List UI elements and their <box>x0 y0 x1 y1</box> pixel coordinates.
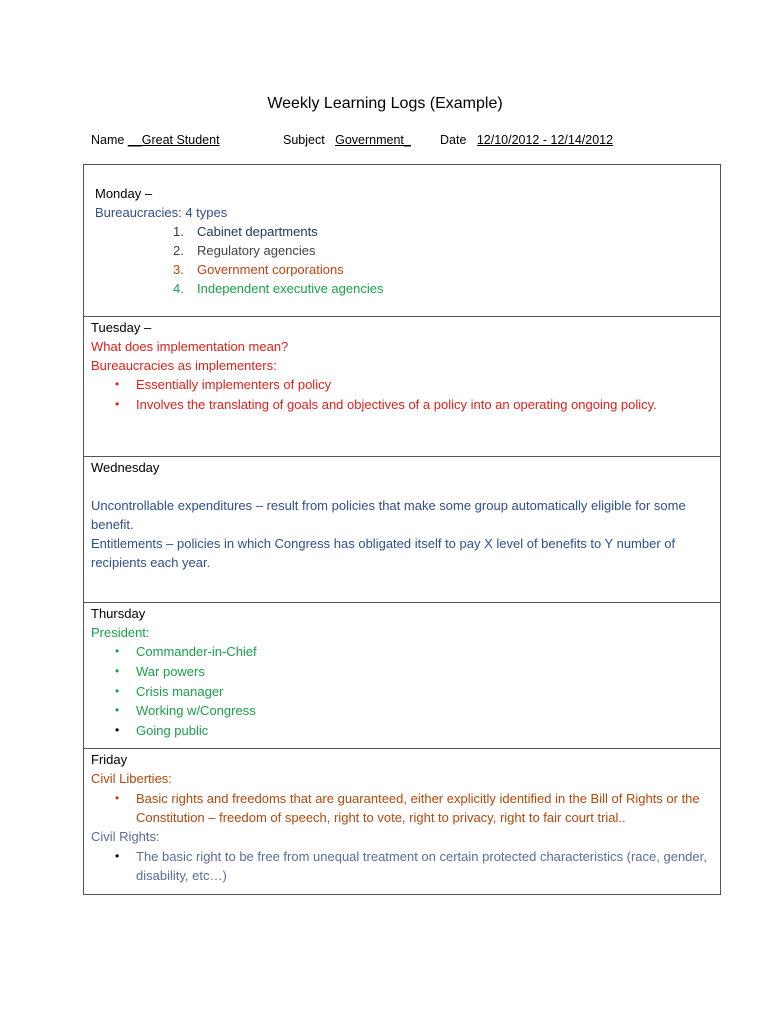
thursday-subheading: President: <box>91 625 150 640</box>
thursday-bullet-text: War powers <box>136 664 205 679</box>
monday-item-text: Cabinet departments <box>197 224 318 239</box>
monday-item-number: 1. <box>173 224 184 239</box>
monday-subheading: Bureaucracies: 4 types <box>95 205 228 220</box>
bullet-icon: • <box>115 644 120 658</box>
thursday-bullet-text: Commander-in-Chief <box>136 644 257 659</box>
bullet-icon: • <box>115 849 120 863</box>
subject-field <box>283 133 411 147</box>
monday-item-number: 2. <box>173 243 184 258</box>
monday-item-number: 4. <box>173 281 184 296</box>
monday-item-text: Government corporations <box>197 262 344 277</box>
page-title: Weekly Learning Logs (Example) <box>267 95 503 112</box>
civil-rights-heading: Civil Rights: <box>91 829 160 844</box>
monday-heading: Monday – <box>95 186 153 201</box>
date-field <box>440 133 613 147</box>
monday-item-text: Independent executive agencies <box>197 281 384 296</box>
wednesday-paragraph: Entitlements – policies in which Congress has obligated itself to pay X level of benefits to Y number of recipients each year. <box>91 536 676 570</box>
tuesday-subheading: Bureaucracies as implementers: <box>91 358 277 373</box>
thursday-heading: Thursday <box>91 606 146 621</box>
date-value: 12/10/2012 - 12/14/2012 <box>476 133 614 147</box>
civil-liberties-text: Basic rights and freedoms that are guaranteed, either explicitly identified in the Bill of Rights or the Constitution – freedom of speech, right to vote, right to privacy, right to fair court trial.. <box>136 791 700 825</box>
subject-value: Government_ <box>335 133 411 147</box>
friday-section <box>83 748 721 895</box>
bullet-icon: • <box>115 723 120 737</box>
thursday-section <box>83 602 721 749</box>
bullet-icon: • <box>115 703 120 717</box>
wednesday-section <box>83 456 721 603</box>
monday-section <box>83 164 721 317</box>
bullet-icon: • <box>115 664 120 678</box>
thursday-bullet-text: Going public <box>136 723 209 738</box>
name-label: Name <box>91 133 125 147</box>
civil-liberties-heading: Civil Liberties: <box>91 771 172 786</box>
bullet-icon: • <box>115 684 120 698</box>
subject-label: Subject <box>283 133 325 147</box>
tuesday-bullet-text: Essentially implementers of policy <box>136 377 332 392</box>
date-label: Date <box>440 133 467 147</box>
thursday-bullet-text: Crisis manager <box>136 684 224 699</box>
bullet-icon: • <box>115 397 120 411</box>
tuesday-bullet-text: Involves the translating of goals and objectives of a policy into an operating ongoing policy. <box>136 397 657 412</box>
bullet-icon: • <box>115 377 120 391</box>
wednesday-paragraph: Uncontrollable expenditures – result from policies that make some group automatically eligible for some benefit. <box>91 498 686 532</box>
friday-heading: Friday <box>91 752 128 767</box>
tuesday-section <box>83 316 721 457</box>
monday-item-text: Regulatory agencies <box>197 243 316 258</box>
monday-item-number: 3. <box>173 262 184 277</box>
name-field <box>91 133 220 147</box>
tuesday-heading: Tuesday – <box>91 320 152 335</box>
thursday-bullet-text: Working w/Congress <box>136 703 256 718</box>
tuesday-question: What does implementation mean? <box>91 339 289 354</box>
bullet-icon: • <box>115 791 120 805</box>
civil-rights-text: The basic right to be free from unequal treatment on certain protected characteristics (race, gender, disability, etc…) <box>136 849 707 883</box>
wednesday-heading: Wednesday <box>91 460 160 475</box>
name-value: __Great Student <box>127 133 220 147</box>
